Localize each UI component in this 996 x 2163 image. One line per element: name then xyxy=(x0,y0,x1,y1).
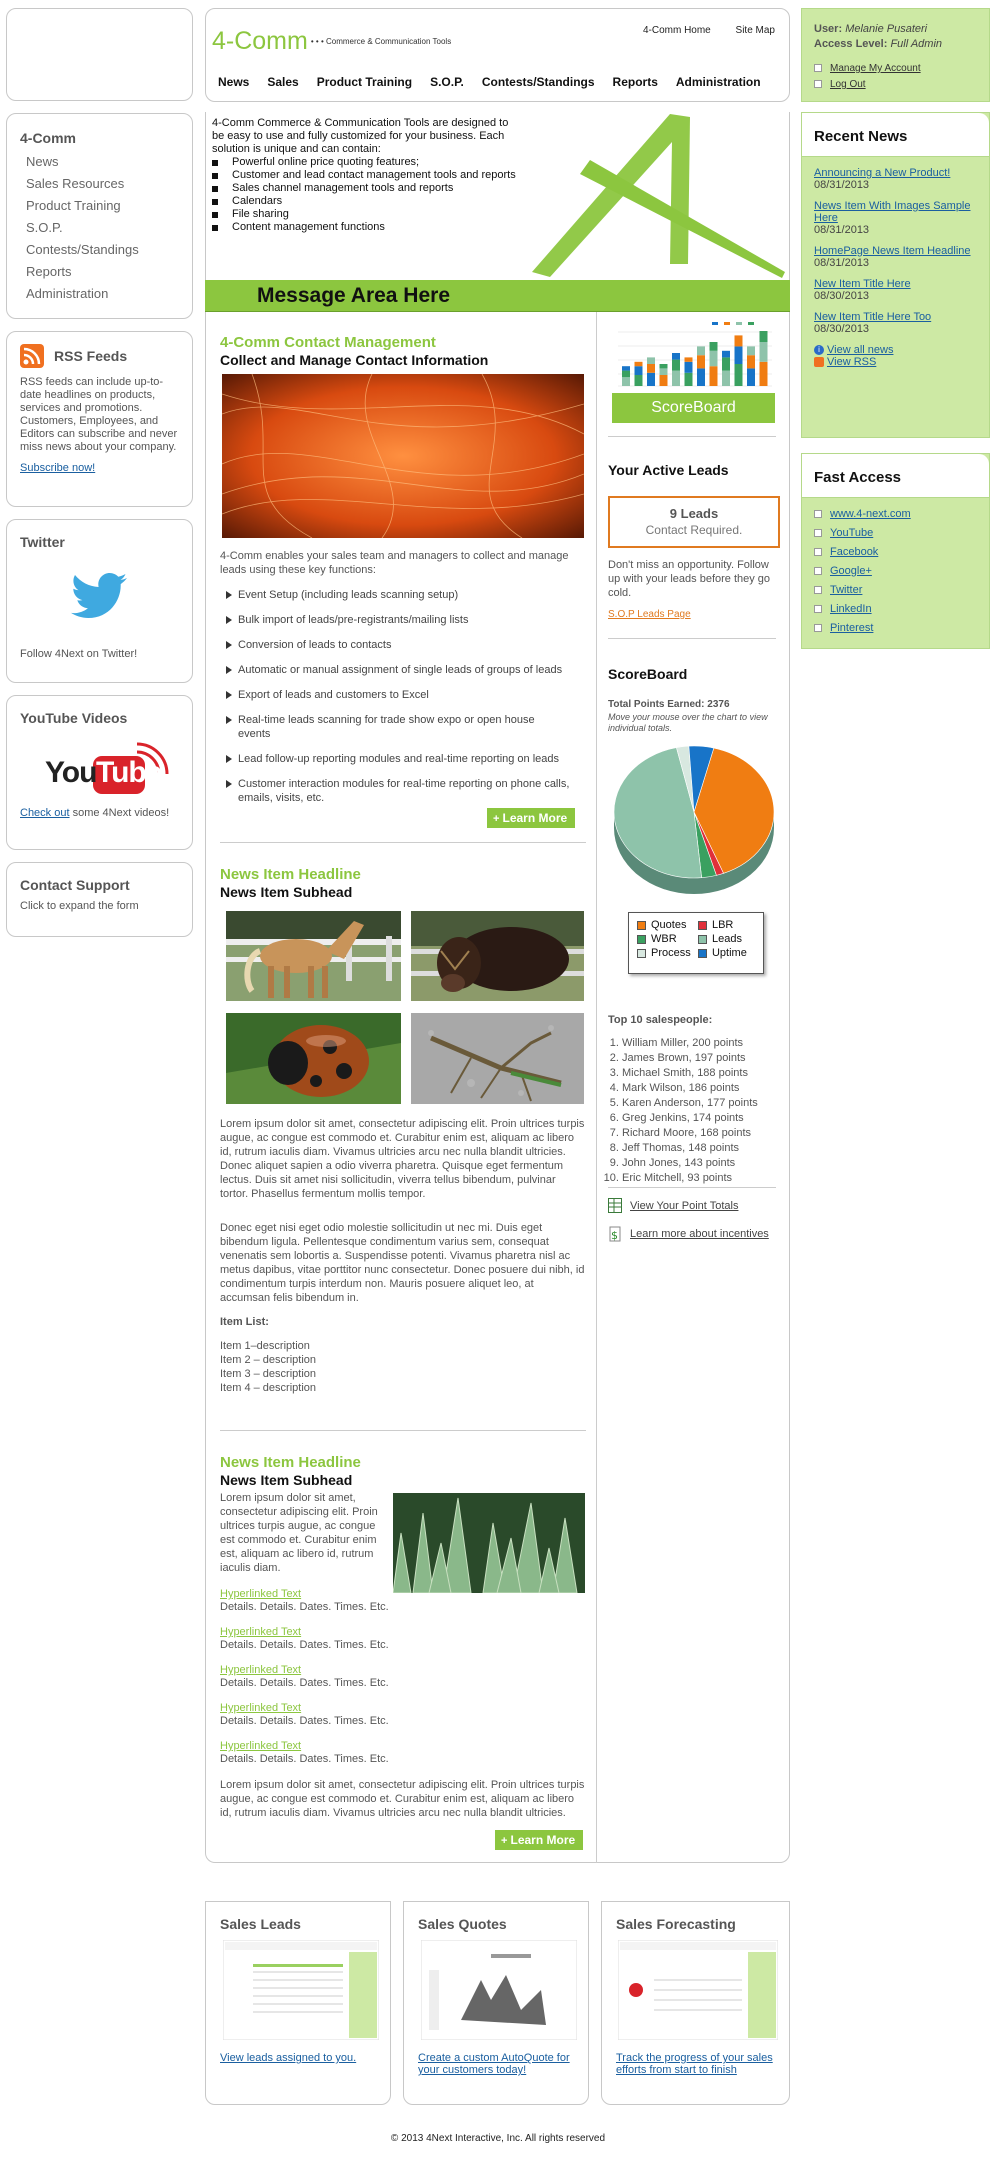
thumb-bar xyxy=(760,331,768,342)
rss-box xyxy=(6,331,193,507)
thumb-bar xyxy=(672,371,680,386)
view-points-link[interactable]: View Your Point Totals xyxy=(630,1199,739,1212)
thumb-bar xyxy=(672,360,680,371)
news1-list-title: Item List: xyxy=(220,1316,269,1328)
sidebar-item-sales-resources[interactable]: Sales Resources xyxy=(26,176,125,191)
news1-list-item: Item 2 – description xyxy=(220,1354,316,1366)
support-box[interactable] xyxy=(6,862,193,937)
support-title[interactable]: Contact Support xyxy=(20,877,130,893)
user-name: Melanie Pusateri xyxy=(845,23,928,35)
logo[interactable] xyxy=(212,27,451,56)
main-nav xyxy=(218,75,779,89)
feature-item: Conversion of leads to contacts xyxy=(224,638,584,652)
footer: © 2013 4Next Interactive, Inc. All rights reserved xyxy=(390,2133,606,2144)
news2-details: Details. Details. Dates. Times. Etc. xyxy=(220,1639,389,1651)
thumb-bar xyxy=(647,357,655,364)
thumb-bar xyxy=(722,371,730,386)
legend-item-uptime: Uptime xyxy=(698,947,755,959)
recent-news-date: 08/30/2013 xyxy=(814,323,870,335)
feature-item: Customer interaction modules for real-time reporting on phone calls, emails, visits, etc. xyxy=(224,777,574,805)
news2-hyperlink[interactable]: Hyperlinked Text xyxy=(220,1740,302,1752)
news2-intro: Lorem ipsum dolor sit amet, consectetur adipiscing elit. Proin ultrices turpis augue, ac congue est commodo et. Curabitur enim est, aliquam ac libero id, rutrum iaculis diam. xyxy=(220,1492,378,1574)
scoreboard-button-label: ScoreBoard xyxy=(651,399,736,416)
scoreboard-pie-chart[interactable] xyxy=(612,740,782,910)
news2-details: Details. Details. Dates. Times. Etc. xyxy=(220,1601,389,1613)
user-panel xyxy=(801,8,990,102)
divider xyxy=(608,436,776,437)
news1-para1: Lorem ipsum dolor sit amet, consectetur adipiscing elit. Proin ultrices turpis augue, ac congue est commodo et. Curabitur enim est, aliquam ac libero id, rutrum iaculis diam. Vivamus ultricies arcu nec nulla blandit ultricies. Donec aliquet sapien a odio viverra pharetra. Quisque eget fermentum lectus. Duis sit amet nisi sollicitudin, viverra tellus bibendum, pulvinar tortor. Phasellus fermentum mollis tempor. xyxy=(220,1118,585,1200)
thumb-bar xyxy=(722,357,730,370)
feature-item: Event Setup (including leads scanning setup) xyxy=(224,588,584,602)
intro-text: 4-Comm Commerce & Communication Tools are designed to be easy to use and fully customized for your business. Each solution is unique and can contain: xyxy=(212,117,509,155)
feature-item: Export of leads and customers to Excel xyxy=(224,688,584,702)
salesperson-item: 3. Michael Smith, 188 points xyxy=(622,1067,758,1079)
youtube-logo[interactable] xyxy=(39,738,169,796)
fast-access-title: Fast Access xyxy=(814,469,901,486)
legend-swatch xyxy=(698,935,707,944)
sidebar-nav-box xyxy=(6,113,193,319)
view-points-row[interactable] xyxy=(608,1198,738,1213)
intro xyxy=(212,117,522,234)
sales-quotes-link[interactable]: Create a custom AutoQuote for your customers today! xyxy=(418,2052,570,2076)
salesperson-item: 4. Mark Wilson, 186 points xyxy=(622,1082,758,1094)
message-bar xyxy=(205,280,790,312)
news1-section xyxy=(220,866,361,900)
rss-subscribe-link[interactable]: Subscribe now! xyxy=(20,462,96,474)
recent-news-date: 08/30/2013 xyxy=(814,290,870,302)
thumb-bar xyxy=(647,364,655,373)
thumb-bar xyxy=(685,362,693,373)
support-body: Click to expand the form xyxy=(20,900,139,912)
salesperson-item: 10. Eric Mitchell, 93 points xyxy=(622,1172,758,1184)
thumb-bar xyxy=(685,357,693,361)
thumb-bar xyxy=(660,364,668,368)
scoreboard-hint: Move your mouse over the chart to view individual totals. xyxy=(608,712,768,733)
sales-forecasting-link[interactable]: Track the progress of your sales efforts from start to finish xyxy=(616,2052,773,2076)
sales-forecasting-thumbnail[interactable] xyxy=(618,1940,778,2040)
leads-title: Your Active Leads xyxy=(608,462,729,478)
sidebar-item-product-training[interactable]: Product Training xyxy=(26,198,121,213)
salesperson-item: 5. Karen Anderson, 177 points xyxy=(622,1097,758,1109)
news1-list-item: Item 1–description xyxy=(220,1340,310,1352)
contact-hero-image xyxy=(222,374,584,538)
legend-swatch xyxy=(637,949,646,958)
recent-news-link[interactable]: HomePage News Item Headline xyxy=(814,245,971,257)
divider xyxy=(608,1187,776,1188)
incentives-icon xyxy=(608,1225,622,1243)
sales-forecasting-box xyxy=(601,1901,790,2105)
youtube-body: some 4Next videos! xyxy=(69,807,170,819)
news2-details: Details. Details. Dates. Times. Etc. xyxy=(220,1715,389,1727)
svg-text:$: $ xyxy=(611,1229,618,1242)
thumb-bar xyxy=(685,373,693,386)
rss-title: RSS Feeds xyxy=(54,348,128,364)
intro-bullets xyxy=(212,156,522,234)
youtube-box xyxy=(6,695,193,850)
news2-section xyxy=(220,1454,361,1488)
sales-leads-link[interactable]: View leads assigned to you. xyxy=(220,2052,357,2064)
scoreboard-button[interactable] xyxy=(612,393,775,423)
thumb-bar xyxy=(660,368,668,375)
twitter-box xyxy=(6,519,193,683)
thumb-bar xyxy=(710,351,718,366)
legend-item-process: Process xyxy=(637,947,698,959)
header-main xyxy=(205,8,790,102)
thumb-bar xyxy=(622,377,630,386)
contact-body: 4-Comm enables your sales team and managers to collect and manage leads using these key functions: xyxy=(220,550,569,576)
tagline: • • • Commerce & Communication Tools xyxy=(310,37,452,46)
legend-item-wbr: WBR xyxy=(637,933,698,945)
youtube-checkout-link[interactable]: Check out xyxy=(20,807,70,819)
nav-reports[interactable]: Reports xyxy=(612,75,658,89)
recent-news-link[interactable]: Announcing a New Product! xyxy=(814,167,951,179)
leads-sop-link[interactable]: S.O.P Leads Page xyxy=(608,609,691,620)
view-all-news-link[interactable]: View all news xyxy=(827,344,894,356)
news2-learn-more-button[interactable]: + Learn More xyxy=(495,1830,583,1850)
thumb-bar xyxy=(735,364,743,386)
intro-bullet: Calendars xyxy=(212,195,522,208)
twitter-title: Twitter xyxy=(20,534,65,550)
thumb-bar xyxy=(635,362,643,366)
sidebar-item-administration[interactable]: Administration xyxy=(26,286,109,301)
news1-headline: News Item Headline xyxy=(220,866,361,883)
contact-headline: 4-Comm Contact Management xyxy=(220,334,436,351)
thumb-bar xyxy=(635,366,643,375)
sales-leads-title: Sales Leads xyxy=(220,1916,301,1932)
message-bar-text: Message Area Here xyxy=(257,284,450,307)
intro-bullet: File sharing xyxy=(212,208,522,221)
twitter-body: Follow 4Next on Twitter! xyxy=(20,648,138,660)
spreadsheet-icon xyxy=(608,1198,622,1213)
link-home[interactable]: 4-Comm Home xyxy=(642,25,711,36)
recent-news-date: 08/31/2013 xyxy=(814,257,870,269)
sales-leads-thumbnail[interactable] xyxy=(223,1940,379,2040)
link-sitemap[interactable]: Site Map xyxy=(735,25,775,36)
header-box xyxy=(6,8,193,101)
news2-hyperlink[interactable]: Hyperlinked Text xyxy=(220,1588,302,1600)
feature-item: Real-time leads scanning for trade show expo or open house events xyxy=(224,713,544,741)
thumb-bar xyxy=(710,366,718,386)
news2-details: Details. Details. Dates. Times. Etc. xyxy=(220,1753,389,1765)
sales-forecasting-title: Sales Forecasting xyxy=(616,1916,736,1932)
divider xyxy=(608,638,776,639)
contact-features xyxy=(224,588,584,816)
fast-access-googleplus-link[interactable]: Google+ xyxy=(830,565,872,577)
fast-access-linkedin-link[interactable]: LinkedIn xyxy=(830,603,872,615)
scoreboard-title: ScoreBoard xyxy=(608,666,688,682)
fast-access-twitter-link[interactable]: Twitter xyxy=(830,584,863,596)
thumb-bar xyxy=(622,366,630,370)
legend-swatch xyxy=(637,935,646,944)
ladybug-photo xyxy=(226,1013,401,1104)
fast-access-website-link[interactable]: www.4-next.com xyxy=(830,508,911,520)
thumb-bar xyxy=(735,335,743,346)
news1-list-item: Item 4 – description xyxy=(220,1382,316,1394)
thumb-bar xyxy=(635,375,643,386)
feature-item: Bulk import of leads/pre-registrants/mailing lists xyxy=(224,613,584,627)
logo-text: 4-Comm xyxy=(212,27,308,55)
sales-quotes-box xyxy=(403,1901,589,2105)
manage-account-link[interactable]: Manage My Account xyxy=(830,63,921,74)
intro-bullet: Sales channel management tools and reports xyxy=(212,182,522,195)
fast-access-pinterest-link[interactable]: Pinterest xyxy=(830,622,874,634)
sidebar-item-news[interactable]: News xyxy=(26,154,59,169)
sales-leads-box xyxy=(205,1901,391,2105)
salesperson-item: 1. William Miller, 200 points xyxy=(622,1037,758,1049)
thumb-bar xyxy=(735,346,743,364)
nav-product-training[interactable]: Product Training xyxy=(316,75,413,89)
intro-bullet: Content management functions xyxy=(212,221,522,234)
hero-four-graphic xyxy=(520,112,790,280)
recent-news-link[interactable]: New Item Title Here Too xyxy=(814,311,932,323)
news2-hyperlink[interactable]: Hyperlinked Text xyxy=(220,1702,302,1714)
divider xyxy=(220,1430,586,1431)
sidebar-item-sop[interactable]: S.O.P. xyxy=(26,220,63,235)
incentives-row[interactable] xyxy=(608,1225,769,1243)
leads-box[interactable] xyxy=(608,496,780,548)
thumb-bar xyxy=(660,375,668,386)
recent-news-date: 08/31/2013 xyxy=(814,224,870,236)
thumb-bar xyxy=(760,342,768,362)
scoreboard-points: Total Points Earned: 2376 xyxy=(608,699,730,710)
leads-count: 9 Leads xyxy=(669,506,719,521)
succulent-photo xyxy=(393,1493,585,1593)
nav-news[interactable]: News xyxy=(218,75,250,89)
thumb-bar xyxy=(672,353,680,360)
feature-item: Automatic or manual assignment of single leads of groups of leads xyxy=(224,663,584,677)
thumb-bar xyxy=(747,355,755,368)
sidebar-item-reports[interactable]: Reports xyxy=(26,264,72,279)
nav-administration[interactable]: Administration xyxy=(675,75,761,89)
rss-body: RSS feeds can include up-to-date headlines on products, services and promotions. Customers, Employees, and Editors can subscribe and never miss news about your company. xyxy=(20,376,178,453)
intro-bullet: Customer and lead contact management tools and reports xyxy=(212,169,522,182)
news2-outro: Lorem ipsum dolor sit amet, consectetur adipiscing elit. Proin ultrices turpis augue, ac congue est commodo et. Curabitur enim est, aliquam ac libero id, rutrum iaculis diam. Vivamus ultricies arcu nec nulla blandit ultricies. xyxy=(220,1779,585,1819)
nav-contests[interactable]: Contests/Standings xyxy=(481,75,595,89)
thumb-bar xyxy=(747,346,755,355)
salesperson-item: 2. James Brown, 197 points xyxy=(622,1052,758,1064)
feature-item: Lead follow-up reporting modules and real-time reporting on leads xyxy=(224,752,584,766)
recent-news-panel xyxy=(801,112,990,438)
thumb-bar xyxy=(697,355,705,368)
news2-headline: News Item Headline xyxy=(220,1454,361,1471)
legend-swatch xyxy=(698,921,707,930)
thumb-bar xyxy=(722,351,730,358)
youtube-logo-tube: Tube xyxy=(96,756,162,789)
rss-icon xyxy=(20,344,44,368)
scoreboard-thumbnail-chart[interactable] xyxy=(612,320,776,390)
incentives-link[interactable]: Learn more about incentives xyxy=(630,1228,769,1240)
fast-access-panel xyxy=(801,453,990,649)
thumb-bar xyxy=(710,342,718,351)
recent-news-title: Recent News xyxy=(814,128,908,145)
youtube-logo-you: You xyxy=(45,756,97,789)
sales-quotes-title: Sales Quotes xyxy=(418,1916,507,1932)
access-label: Access Level: xyxy=(814,38,888,50)
column-divider xyxy=(596,312,597,1863)
top-salespeople-title: Top 10 salespeople: xyxy=(608,1014,713,1026)
info-icon: i xyxy=(814,345,824,355)
contact-learn-more-button[interactable]: + Learn More xyxy=(487,808,575,828)
salesperson-item: 8. Jeff Thomas, 148 points xyxy=(622,1142,758,1154)
sidebar-item-contests[interactable]: Contests/Standings xyxy=(26,242,139,257)
pie-legend xyxy=(628,912,764,974)
nav-sop[interactable]: S.O.P. xyxy=(430,75,464,89)
legend-swatch xyxy=(637,921,646,930)
twitter-bird-icon[interactable] xyxy=(69,572,129,623)
recent-news-link[interactable]: New Item Title Here xyxy=(814,278,911,290)
news2-hyperlink[interactable]: Hyperlinked Text xyxy=(220,1626,302,1638)
fast-access-facebook-link[interactable]: Facebook xyxy=(830,546,879,558)
thumb-bar xyxy=(697,368,705,386)
legend-swatch xyxy=(698,949,707,958)
news2-links xyxy=(220,1588,520,1778)
salesperson-item: 9. John Jones, 143 points xyxy=(622,1157,758,1169)
contact-subhead: Collect and Manage Contact Information xyxy=(220,352,489,368)
cow-photo xyxy=(411,911,584,1001)
news1-list xyxy=(220,1339,316,1395)
news2-hyperlink[interactable]: Hyperlinked Text xyxy=(220,1664,302,1676)
logout-link[interactable]: Log Out xyxy=(830,79,866,90)
thumb-bar xyxy=(697,346,705,355)
rss-small-icon xyxy=(814,357,824,367)
leads-body: Don't miss an opportunity. Follow up with your leads before they go cold. xyxy=(608,559,771,599)
thumb-bar xyxy=(747,368,755,386)
news1-para2: Donec eget nisi eget odio molestie sollicitudin ut nec mi. Duis eget bibendum ligula. Pellentesque condimentum varius sem, consequat venenatis sem lobortis a. Suspendisse potenti. Vivamus pharetra nisl ac metus dapibus, vitae porttitor nunc consectetur. Donec posuere dui nibh, id condimentum turpis interdum non. Mauris posuere aliquet leo, at accumsan felis bibendum in. xyxy=(220,1222,585,1304)
sidebar-title: 4-Comm xyxy=(20,130,77,146)
sales-quotes-thumbnail[interactable] xyxy=(421,1940,577,2040)
recent-news-link[interactable]: News Item With Images Sample Here xyxy=(814,200,971,224)
view-rss-link[interactable]: View RSS xyxy=(827,356,877,368)
top-salespeople-list xyxy=(622,1037,758,1187)
salesperson-item: 6. Greg Jenkins, 174 points xyxy=(622,1112,758,1124)
leads-sub: Contact Required. xyxy=(645,523,743,537)
nav-sales[interactable]: Sales xyxy=(267,75,299,89)
mantis-photo xyxy=(411,1013,584,1104)
intro-bullet: Powerful online price quoting features; xyxy=(212,156,522,169)
legend-item-quotes: Quotes xyxy=(637,919,698,931)
news2-details: Details. Details. Dates. Times. Etc. xyxy=(220,1677,389,1689)
thumb-bar xyxy=(647,373,655,386)
salesperson-item: 7. Richard Moore, 168 points xyxy=(622,1127,758,1139)
news2-subhead: News Item Subhead xyxy=(220,1472,353,1488)
access-value: Full Admin xyxy=(890,38,943,50)
legend-item-lbr: LBR xyxy=(698,919,755,931)
youtube-title: YouTube Videos xyxy=(20,710,128,726)
user-label: User: xyxy=(814,23,843,35)
contact-section xyxy=(220,334,588,368)
recent-news-date: 08/31/2013 xyxy=(814,179,870,191)
news1-list-item: Item 3 – description xyxy=(220,1368,316,1380)
thumb-bar xyxy=(622,371,630,378)
fast-access-youtube-link[interactable]: YouTube xyxy=(830,527,874,539)
news1-subhead: News Item Subhead xyxy=(220,884,353,900)
legend-item-leads: Leads xyxy=(698,933,755,945)
thumb-bar xyxy=(760,362,768,386)
horse-photo xyxy=(226,911,401,1001)
divider xyxy=(220,842,586,843)
